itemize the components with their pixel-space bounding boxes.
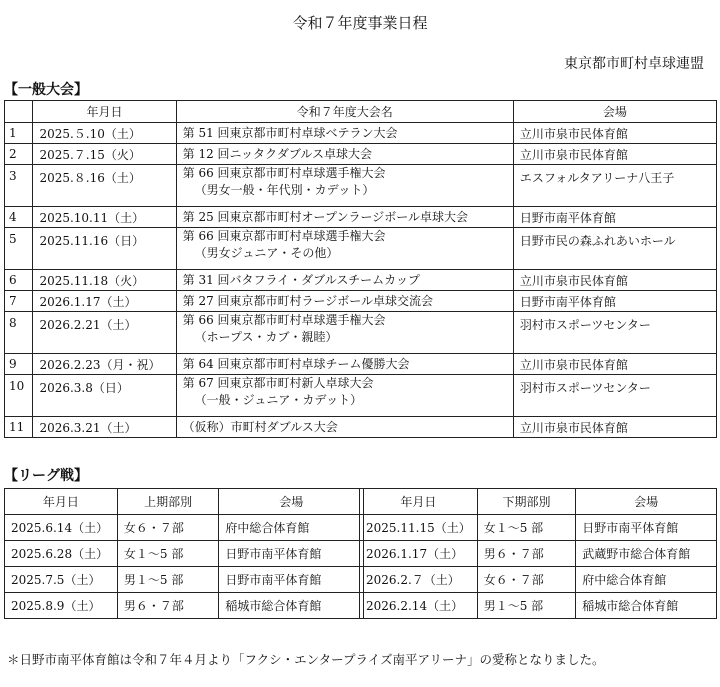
event-title: 第 31 回バタフライ・ダブルスチームカップ bbox=[182, 273, 420, 287]
event-title: 第 12 回ニッタクダブルス卓球大会 bbox=[182, 147, 372, 161]
event-date: 2026.3.21（土） bbox=[33, 417, 176, 438]
event-number: 4 bbox=[5, 207, 33, 228]
header-division: 上期部別 bbox=[117, 489, 219, 515]
table-row bbox=[5, 165, 717, 207]
event-number: 8 bbox=[5, 312, 33, 354]
table-row bbox=[360, 593, 717, 619]
event-venue: 立川市泉市民体育館 bbox=[513, 354, 716, 375]
league-venue: 日野市南平体育館 bbox=[576, 515, 717, 541]
table-header-row bbox=[5, 101, 717, 123]
league-venue: 日野市南平体育館 bbox=[219, 541, 364, 567]
header-date: 年月日 bbox=[360, 489, 478, 515]
event-category: （ホープス・カブ・親睦） bbox=[194, 330, 338, 344]
event-name bbox=[176, 123, 513, 144]
event-number: 5 bbox=[5, 228, 33, 270]
event-date: 2025.10.11（土） bbox=[33, 207, 176, 228]
event-venue: 日野市民の森ふれあいホール bbox=[513, 228, 716, 270]
event-name bbox=[176, 312, 513, 354]
league-date: 2025.6.14（土） bbox=[5, 515, 118, 541]
header-event-name: 令和７年度大会名 bbox=[176, 101, 513, 123]
event-name bbox=[176, 291, 513, 312]
header-date: 年月日 bbox=[33, 101, 176, 123]
event-title: 第 67 回東京都市町村新人卓球大会 bbox=[182, 376, 374, 390]
league-date: 2026.1.17（土） bbox=[360, 541, 478, 567]
table-row bbox=[5, 593, 364, 619]
event-category: （男女ジュニア・その他） bbox=[194, 246, 339, 260]
event-number: 2 bbox=[5, 144, 33, 165]
league-venue: 稲城市総合体育館 bbox=[576, 593, 717, 619]
league-date: 2025.8.9（土） bbox=[5, 593, 118, 619]
general-events-body bbox=[5, 123, 717, 438]
event-title: 第 66 回東京都市町村卓球選手権大会 bbox=[182, 313, 386, 327]
league-venue: 稲城市総合体育館 bbox=[219, 593, 364, 619]
table-row bbox=[5, 270, 717, 291]
league-first-half-table bbox=[4, 488, 364, 619]
general-events-table bbox=[4, 100, 717, 438]
table-row bbox=[5, 354, 717, 375]
event-category: （男女一般・年代別・カデット） bbox=[194, 183, 375, 197]
league-division: 女６・７部 bbox=[117, 515, 219, 541]
league-date: 2025.11.15（土） bbox=[360, 515, 478, 541]
event-name bbox=[176, 417, 513, 438]
event-name bbox=[176, 165, 513, 207]
event-date: 2025.８.16（土） bbox=[33, 165, 176, 207]
event-title: 第 64 回東京都市町村卓球チーム優勝大会 bbox=[182, 357, 410, 371]
league-division: 女１～5 部 bbox=[477, 515, 576, 541]
event-name bbox=[176, 228, 513, 270]
table-header-row bbox=[5, 489, 364, 515]
table-row bbox=[5, 144, 717, 165]
event-venue: 立川市泉市民体育館 bbox=[513, 123, 716, 144]
page-title: 令和７年度事業日程 bbox=[292, 14, 428, 32]
event-date: 2026.1.17（土） bbox=[33, 291, 176, 312]
table-row bbox=[5, 375, 717, 417]
event-venue: 羽村市スポーツセンター bbox=[513, 312, 716, 354]
event-name bbox=[176, 144, 513, 165]
footnote: ＊日野市南平体育館は令和７年４月より「フクシ・エンタープライズ南平アリーナ」の愛称となりました。 bbox=[7, 652, 605, 667]
header-date: 年月日 bbox=[5, 489, 118, 515]
league-division: 女１～5 部 bbox=[117, 541, 219, 567]
event-title: 第 66 回東京都市町村卓球選手権大会 bbox=[182, 166, 386, 180]
event-date: 2026.2.21（土） bbox=[33, 312, 176, 354]
event-venue: エスフォルタアリーナ八王子 bbox=[513, 165, 716, 207]
table-header-row bbox=[360, 489, 717, 515]
league-date: 2025.6.28（土） bbox=[5, 541, 118, 567]
event-date: 2026.3.8（日） bbox=[33, 375, 176, 417]
event-name bbox=[176, 354, 513, 375]
table-row bbox=[5, 417, 717, 438]
league-division: 男１～5 部 bbox=[477, 593, 576, 619]
table-row bbox=[5, 228, 717, 270]
event-number: 3 bbox=[5, 165, 33, 207]
event-venue: 羽村市スポーツセンター bbox=[513, 375, 716, 417]
header-division: 下期部別 bbox=[477, 489, 576, 515]
event-name bbox=[176, 375, 513, 417]
event-number: 9 bbox=[5, 354, 33, 375]
league-division: 男１～5 部 bbox=[117, 567, 219, 593]
header-venue: 会場 bbox=[513, 101, 716, 123]
table-row bbox=[5, 123, 717, 144]
organization-name: 東京都市町村卓球連盟 bbox=[564, 56, 704, 72]
table-row bbox=[5, 291, 717, 312]
league-section-heading: 【リーグ戦】 bbox=[4, 468, 88, 484]
league-second-half-table bbox=[359, 488, 717, 619]
table-row bbox=[360, 515, 717, 541]
event-number: 1 bbox=[5, 123, 33, 144]
event-date: 2025.７.15（火） bbox=[33, 144, 176, 165]
header-no bbox=[5, 101, 33, 123]
table-row bbox=[360, 567, 717, 593]
general-section-heading: 【一般大会】 bbox=[4, 82, 88, 98]
league-division: 女６・７部 bbox=[477, 567, 576, 593]
league-venue: 府中総合体育館 bbox=[219, 515, 364, 541]
table-row bbox=[5, 515, 364, 541]
event-title: （仮称）市町村ダブルス大会 bbox=[182, 420, 338, 434]
league-date: 2025.7.5（土） bbox=[5, 567, 118, 593]
event-venue: 日野市南平体育館 bbox=[513, 291, 716, 312]
table-row bbox=[5, 312, 717, 354]
event-date: 2025.11.16（日） bbox=[33, 228, 176, 270]
header-venue: 会場 bbox=[576, 489, 717, 515]
event-date: 2025.５.10（土） bbox=[33, 123, 176, 144]
event-category: （一般・ジュニア・カデット） bbox=[194, 393, 363, 407]
event-title: 第 25 回東京都市町村オープンラージボール卓球大会 bbox=[182, 210, 468, 224]
league-date: 2026.2.７（土） bbox=[360, 567, 478, 593]
table-row bbox=[5, 541, 364, 567]
event-name bbox=[176, 270, 513, 291]
league-date: 2026.2.14（土） bbox=[360, 593, 478, 619]
event-venue: 日野市南平体育館 bbox=[513, 207, 716, 228]
table-row bbox=[5, 207, 717, 228]
event-date: 2025.11.18（火） bbox=[33, 270, 176, 291]
event-title: 第 51 回東京都市町村卓球ベテラン大会 bbox=[182, 126, 398, 140]
league-venue: 日野市南平体育館 bbox=[219, 567, 364, 593]
league-venue: 武蔵野市総合体育館 bbox=[576, 541, 717, 567]
league-division: 男６・７部 bbox=[477, 541, 576, 567]
event-number: 7 bbox=[5, 291, 33, 312]
event-date: 2026.2.23（月・祝） bbox=[33, 354, 176, 375]
event-venue: 立川市泉市民体育館 bbox=[513, 417, 716, 438]
table-row bbox=[5, 567, 364, 593]
table-row bbox=[360, 541, 717, 567]
event-number: 6 bbox=[5, 270, 33, 291]
event-venue: 立川市泉市民体育館 bbox=[513, 270, 716, 291]
league-division: 男６・７部 bbox=[117, 593, 219, 619]
header-venue: 会場 bbox=[219, 489, 364, 515]
event-title: 第 27 回東京都市町村ラージボール卓球交流会 bbox=[182, 294, 434, 308]
event-name bbox=[176, 207, 513, 228]
event-venue: 立川市泉市民体育館 bbox=[513, 144, 716, 165]
event-number: 10 bbox=[5, 375, 33, 417]
event-title: 第 66 回東京都市町村卓球選手権大会 bbox=[182, 229, 386, 243]
event-number: 11 bbox=[5, 417, 33, 438]
league-venue: 府中総合体育館 bbox=[576, 567, 717, 593]
